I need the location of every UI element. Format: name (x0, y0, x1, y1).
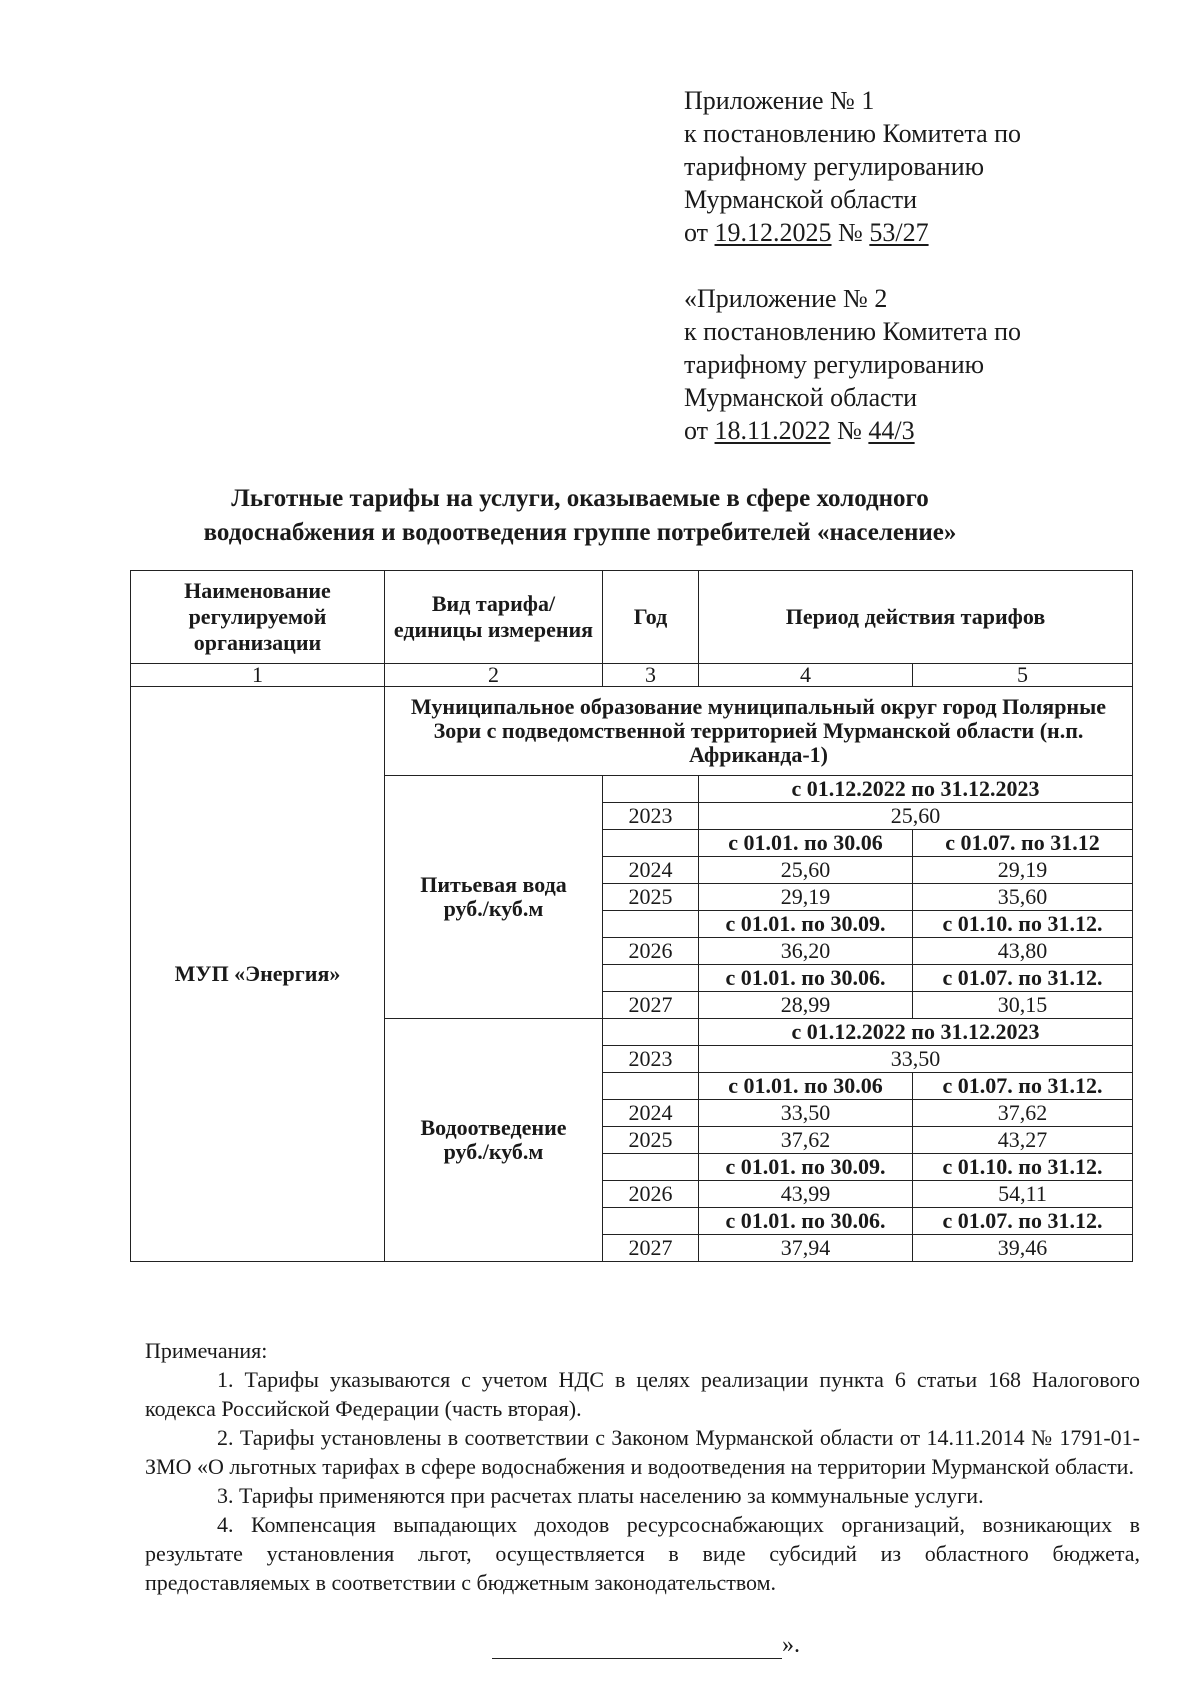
period-cell: с 01.01. по 30.06. (699, 965, 913, 992)
tariff-value: 37,94 (699, 1235, 913, 1262)
period-cell: с 01.01. по 30.06 (699, 1073, 913, 1100)
tariff-value: 35,60 (913, 884, 1133, 911)
column-numbers-row (131, 664, 1133, 687)
title-line-1: Льготные тарифы на услуги, оказываемые в сфере холодного (231, 485, 929, 512)
closing-line (492, 1638, 782, 1659)
appendix-1-line4: Мурманской области (684, 185, 917, 214)
period-cell: с 01.01. по 30.09. (699, 911, 913, 938)
year-cell (603, 776, 699, 803)
period-cell: с 01.07. по 31.12. (913, 965, 1133, 992)
tariff-value: 29,19 (913, 857, 1133, 884)
note-item: 2. Тарифы установлены в соответствии с Законом Мурманской области от 14.11.2014 № 1791-01-ЗМО «О льготных тарифах в сфере водоснабжения и водоотведения на территории Мурманской области. (145, 1425, 1140, 1479)
year-cell (603, 830, 699, 857)
tariff-value: 33,50 (699, 1100, 913, 1127)
col-number: 3 (603, 664, 699, 687)
period-cell: с 01.07. по 31.12 (913, 830, 1133, 857)
col-number: 1 (131, 664, 385, 687)
year-cell (603, 965, 699, 992)
year-cell (603, 911, 699, 938)
tariff-value: 30,15 (913, 992, 1133, 1019)
year-cell (603, 1019, 699, 1046)
tariff-value: 25,60 (699, 803, 1133, 830)
period-cell: с 01.10. по 31.12. (913, 911, 1133, 938)
appendix-2-header (684, 282, 1021, 447)
municipality-name: Муниципальное образование муниципальный округ город Полярные Зори с подведомственной территорией Мурманской области (н.п. Африканда-1) (385, 687, 1133, 776)
year-cell: 2023 (603, 803, 699, 830)
number-prefix: № (830, 416, 869, 445)
date-prefix: от (684, 416, 715, 445)
col-number: 5 (913, 664, 1133, 687)
header-type: Вид тарифа/единицы измерения (385, 571, 603, 664)
service-name (385, 1019, 603, 1262)
year-cell: 2024 (603, 1100, 699, 1127)
year-cell: 2025 (603, 884, 699, 911)
tariff-value: 33,50 (699, 1046, 1133, 1073)
appendix-2-date-line (684, 414, 1021, 447)
year-cell: 2023 (603, 1046, 699, 1073)
year-cell: 2026 (603, 1181, 699, 1208)
note-item: 4. Компенсация выпадающих доходов ресурсоснабжающих организаций, возникающих в результате установления льгот, осуществляется в виде субсидий из областного бюджета, предоставляемых в соответствии с бюджетным законодательством. (145, 1512, 1140, 1595)
appendix-1-date: 19.12.2025 (714, 218, 832, 247)
tariff-value: 43,99 (699, 1181, 913, 1208)
header-year: Год (603, 571, 699, 664)
year-cell (603, 1154, 699, 1181)
appendix-2-line2: к постановлению Комитета по (684, 317, 1022, 346)
appendix-1-line3: тарифному регулированию (684, 152, 985, 181)
period-cell: с 01.10. по 31.12. (913, 1154, 1133, 1181)
period-cell: с 01.07. по 31.12. (913, 1208, 1133, 1235)
tariff-value: 54,11 (913, 1181, 1133, 1208)
year-cell: 2027 (603, 992, 699, 1019)
service-name-line: Водоотведение (420, 1115, 567, 1140)
service-name-line: Питьевая вода (420, 872, 567, 897)
year-cell: 2025 (603, 1127, 699, 1154)
tariff-value: 36,20 (699, 938, 913, 965)
service-name (385, 776, 603, 1019)
tariff-value: 43,80 (913, 938, 1133, 965)
period-cell: с 01.12.2022 по 31.12.2023 (699, 776, 1133, 803)
organization-name: МУП «Энергия» (131, 687, 385, 1262)
tariff-value: 39,46 (913, 1235, 1133, 1262)
appendix-2-line3: тарифному регулированию (684, 350, 985, 379)
appendix-1-date-line (684, 216, 1021, 249)
document-title (130, 482, 1030, 550)
title-line-2: водоснабжения и водоотведения группе потребителей «население» (203, 519, 957, 546)
tariff-value: 37,62 (699, 1127, 913, 1154)
service-unit: руб./куб.м (443, 1139, 544, 1164)
period-cell: с 01.01. по 30.06. (699, 1208, 913, 1235)
appendix-1-number: 53/27 (869, 218, 929, 247)
year-cell (603, 1073, 699, 1100)
closing-quote: ». (782, 1632, 800, 1658)
period-cell: с 01.07. по 31.12. (913, 1073, 1133, 1100)
period-cell: с 01.01. по 30.09. (699, 1154, 913, 1181)
appendix-2-line4: Мурманской области (684, 383, 917, 412)
year-cell: 2027 (603, 1235, 699, 1262)
tariff-value: 28,99 (699, 992, 913, 1019)
appendix-2-title: «Приложение № 2 (684, 284, 888, 313)
period-cell: с 01.12.2022 по 31.12.2023 (699, 1019, 1133, 1046)
tariff-table (130, 570, 1133, 1262)
note-item: 3. Тарифы применяются при расчетах платы населению за коммунальные услуги. (217, 1483, 984, 1508)
appendix-2-number: 44/3 (868, 416, 915, 445)
notes-heading: Примечания: (145, 1338, 268, 1363)
col-number: 2 (385, 664, 603, 687)
appendix-2-date: 18.11.2022 (714, 416, 831, 445)
appendix-1-title: Приложение № 1 (684, 86, 875, 115)
appendix-1-header (684, 84, 1021, 249)
tariff-value: 37,62 (913, 1100, 1133, 1127)
number-prefix: № (831, 218, 870, 247)
col-number: 4 (699, 664, 913, 687)
appendix-1-line2: к постановлению Комитета по (684, 119, 1022, 148)
tariff-value: 25,60 (699, 857, 913, 884)
date-prefix: от (684, 218, 715, 247)
header-period: Период действия тарифов (699, 571, 1133, 664)
service-unit: руб./куб.м (443, 896, 544, 921)
tariff-value: 43,27 (913, 1127, 1133, 1154)
year-cell: 2026 (603, 938, 699, 965)
closing-mark (492, 1632, 800, 1659)
year-cell (603, 1208, 699, 1235)
municipality-row (131, 687, 1133, 776)
notes-section (145, 1336, 1140, 1597)
tariff-value: 29,19 (699, 884, 913, 911)
period-cell: с 01.01. по 30.06 (699, 830, 913, 857)
table-header-row (131, 571, 1133, 664)
header-org: Наименование регулируемой организации (131, 571, 385, 664)
year-cell: 2024 (603, 857, 699, 884)
note-item: 1. Тарифы указываются с учетом НДС в целях реализации пункта 6 статьи 168 Налогового кодекса Российской Федерации (часть вторая). (145, 1367, 1140, 1421)
